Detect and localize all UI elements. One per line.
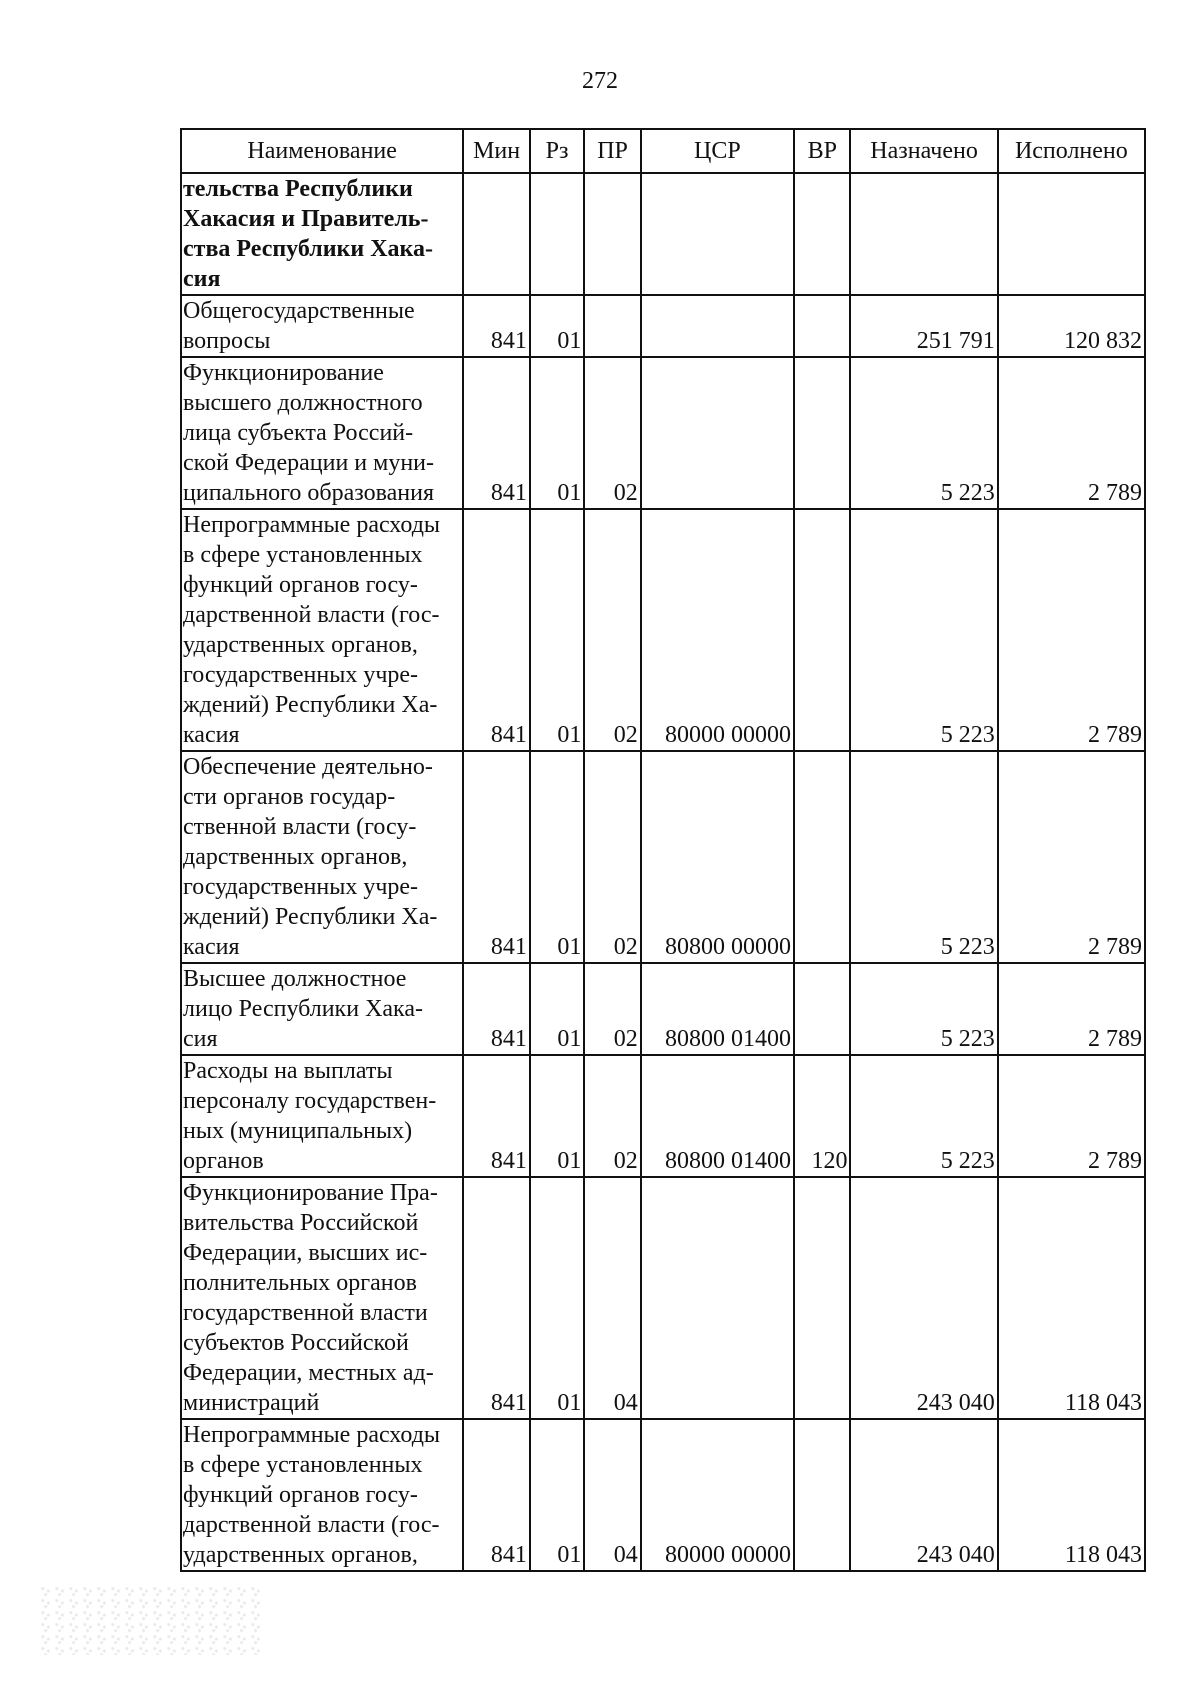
cell-rz: 01 xyxy=(530,1419,584,1571)
cell-executed: 120 832 xyxy=(998,295,1145,357)
cell-csr xyxy=(641,357,794,509)
table-row xyxy=(181,963,1145,1055)
cell-rz: 01 xyxy=(530,295,584,357)
cell-min: 841 xyxy=(463,509,530,751)
cell-rz: 01 xyxy=(530,509,584,751)
cell-min: 841 xyxy=(463,1177,530,1419)
cell-pr: 02 xyxy=(584,357,640,509)
cell-rz xyxy=(530,173,584,295)
cell-vr: 120 xyxy=(794,1055,850,1177)
cell-assigned: 5 223 xyxy=(850,751,997,963)
header-executed: Исполнено xyxy=(998,129,1145,173)
table-row xyxy=(181,173,1145,295)
header-name: Наименование xyxy=(181,129,463,173)
table-row xyxy=(181,751,1145,963)
cell-executed xyxy=(998,173,1145,295)
page-number: 272 xyxy=(582,68,618,94)
cell-executed: 118 043 xyxy=(998,1419,1145,1571)
cell-executed: 118 043 xyxy=(998,1177,1145,1419)
cell-min: 841 xyxy=(463,295,530,357)
cell-assigned xyxy=(850,173,997,295)
table-row xyxy=(181,509,1145,751)
cell-assigned: 5 223 xyxy=(850,963,997,1055)
header-pr: ПР xyxy=(584,129,640,173)
cell-executed: 2 789 xyxy=(998,963,1145,1055)
cell-pr xyxy=(584,295,640,357)
cell-min: 841 xyxy=(463,1055,530,1177)
cell-min xyxy=(463,173,530,295)
cell-vr xyxy=(794,357,850,509)
cell-min: 841 xyxy=(463,963,530,1055)
cell-name: Непрограммные расходы в сфере установленных функций органов госу- дарственной власти (гос- ударственных органов, государственных учре- ждений) Республики Ха- касия xyxy=(181,509,463,751)
cell-csr: 80800 00000 xyxy=(641,751,794,963)
header-rz: Рз xyxy=(530,129,584,173)
cell-executed: 2 789 xyxy=(998,357,1145,509)
cell-csr: 80800 01400 xyxy=(641,963,794,1055)
cell-vr xyxy=(794,173,850,295)
cell-pr: 02 xyxy=(584,1055,640,1177)
cell-assigned: 243 040 xyxy=(850,1177,997,1419)
cell-pr: 02 xyxy=(584,963,640,1055)
cell-csr xyxy=(641,1177,794,1419)
table-row xyxy=(181,357,1145,509)
cell-vr xyxy=(794,509,850,751)
cell-name: Функционирование высшего должностного лица субъекта Россий- ской Федерации и муни- ципального образования xyxy=(181,357,463,509)
cell-vr xyxy=(794,1177,850,1419)
cell-csr: 80800 01400 xyxy=(641,1055,794,1177)
header-min: Мин xyxy=(463,129,530,173)
cell-rz: 01 xyxy=(530,1055,584,1177)
cell-rz: 01 xyxy=(530,357,584,509)
cell-assigned: 251 791 xyxy=(850,295,997,357)
cell-assigned: 5 223 xyxy=(850,357,997,509)
cell-name: Высшее должностное лицо Республики Хака- сия xyxy=(181,963,463,1055)
cell-name: Обеспечение деятельно- сти органов государ- ственной власти (госу- дарственных органов, государственных учре- ждений) Республики Ха- касия xyxy=(181,751,463,963)
budget-table xyxy=(180,128,1146,1572)
cell-min: 841 xyxy=(463,751,530,963)
cell-min: 841 xyxy=(463,1419,530,1571)
cell-vr xyxy=(794,295,850,357)
header-csr: ЦСР xyxy=(641,129,794,173)
cell-vr xyxy=(794,963,850,1055)
cell-rz: 01 xyxy=(530,751,584,963)
table-row xyxy=(181,1419,1145,1571)
table-row xyxy=(181,295,1145,357)
cell-pr xyxy=(584,173,640,295)
header-assigned: Назначено xyxy=(850,129,997,173)
cell-csr xyxy=(641,295,794,357)
cell-name: Общегосударственные вопросы xyxy=(181,295,463,357)
cell-csr xyxy=(641,173,794,295)
cell-executed: 2 789 xyxy=(998,751,1145,963)
cell-name: Расходы на выплаты персоналу государствен- ных (муниципальных) органов xyxy=(181,1055,463,1177)
cell-executed: 2 789 xyxy=(998,1055,1145,1177)
cell-assigned: 5 223 xyxy=(850,509,997,751)
cell-pr: 04 xyxy=(584,1177,640,1419)
cell-name: тельства Республики Хакасия и Правитель- ства Республики Хака- сия xyxy=(181,173,463,295)
cell-vr xyxy=(794,751,850,963)
cell-executed: 2 789 xyxy=(998,509,1145,751)
cell-pr: 02 xyxy=(584,509,640,751)
table-body xyxy=(181,173,1145,1571)
cell-pr: 02 xyxy=(584,751,640,963)
cell-assigned: 5 223 xyxy=(850,1055,997,1177)
table-row xyxy=(181,1055,1145,1177)
cell-name: Функционирование Пра- вительства Российской Федерации, высших ис- полнительных органов государственной власти субъектов Российской Федерации, местных ад- министраций xyxy=(181,1177,463,1419)
cell-csr: 80000 00000 xyxy=(641,509,794,751)
cell-rz: 01 xyxy=(530,963,584,1055)
cell-vr xyxy=(794,1419,850,1571)
cell-pr: 04 xyxy=(584,1419,640,1571)
scan-smudge xyxy=(40,1585,260,1655)
header-vr: ВР xyxy=(794,129,850,173)
table-row xyxy=(181,1177,1145,1419)
cell-rz: 01 xyxy=(530,1177,584,1419)
cell-assigned: 243 040 xyxy=(850,1419,997,1571)
cell-csr: 80000 00000 xyxy=(641,1419,794,1571)
cell-name: Непрограммные расходы в сфере установленных функций органов госу- дарственной власти (гос- ударственных органов, xyxy=(181,1419,463,1571)
cell-min: 841 xyxy=(463,357,530,509)
table-header-row xyxy=(181,129,1145,173)
